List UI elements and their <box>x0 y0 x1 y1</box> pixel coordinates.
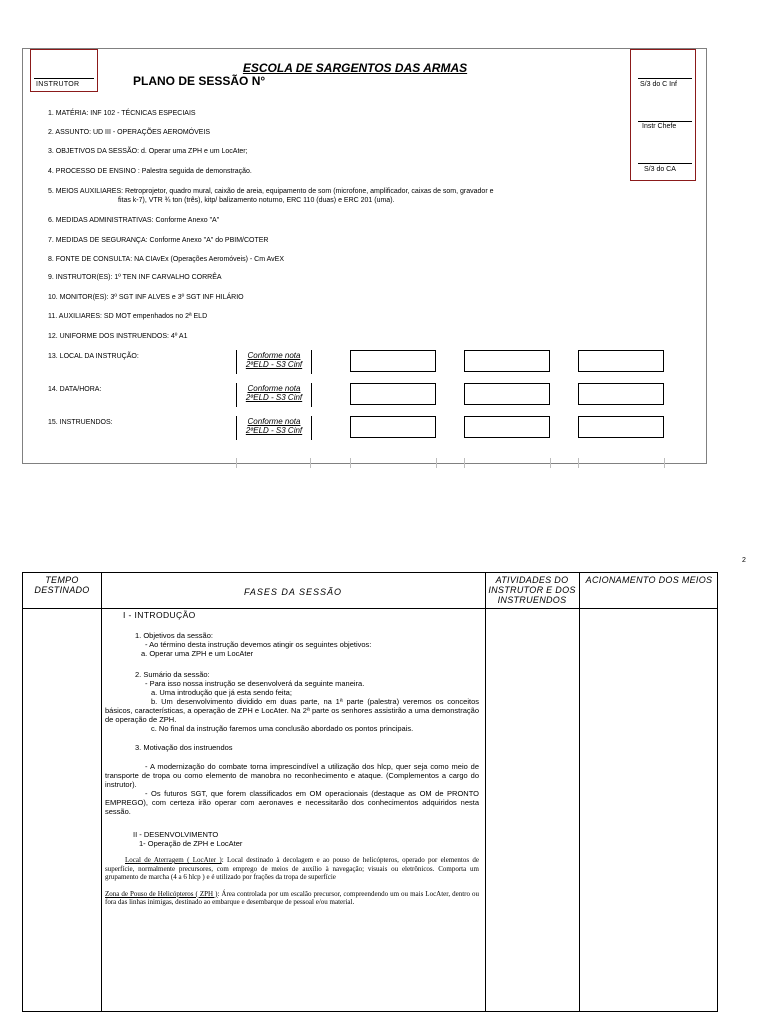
desenvolvimento-heading: II - DESENVOLVIMENTO <box>133 830 219 839</box>
instruendos-conforme-line1: Conforme nota <box>247 417 301 426</box>
item-fonte: 8. FONTE DE CONSULTA: NA CIAvEx (Operações Aeromóveis) - Cm AvEX <box>48 256 284 263</box>
data-blank-box-2 <box>464 383 550 405</box>
item-instrutor: 9. INSTRUTOR(ES): 1º TEN INF CARVALHO CORRÊA <box>48 274 222 281</box>
objetivos-heading: 1. Objetivos da sessão: <box>135 631 213 640</box>
intro-heading: I - INTRODUÇÃO <box>123 610 196 620</box>
instruendos-blank-box-1 <box>350 416 436 438</box>
row-data-label: 14. DATA/HORA: <box>48 386 102 393</box>
local-conforme-cell <box>236 350 312 374</box>
motivacao-para1: - A modernização do combate torna imprescindível a utilização dos hlcp, quer seja como meio de transporte de tropa ou como elemento de manobra no reconhecimento e ataque. (Complementos a cargo do instrutor). <box>105 762 479 789</box>
objetivos-line2: a. Operar uma ZPH e um LocAter <box>141 649 254 658</box>
tick-mark <box>236 458 237 468</box>
header-tempo: TEMPO DESTINADO <box>34 575 90 595</box>
approval-label-mid: Instr Chefe <box>642 123 677 130</box>
item-uniforme: 12. UNIFORME DOS INSTRUENDOS: 4º A1 <box>48 333 188 340</box>
header-atividades: ATIVIDADES DO INSTRUTOR E DOS INSTRUENDOS <box>488 575 576 605</box>
approval-label-top: S/3 do C Inf <box>640 81 677 88</box>
approval-label-bottom: S/3 do CA <box>644 166 676 173</box>
item-materia: 1. MATÉRIA: INF 102 - TÉCNICAS ESPECIAIS <box>48 110 196 117</box>
local-conforme-line1: Conforme nota <box>247 351 301 360</box>
instruendos-conforme-cell <box>236 416 312 440</box>
zph-term: Zona de Pouso de Helicópteros ( ZPH ) <box>105 889 218 898</box>
locater-definition <box>105 856 479 882</box>
local-blank-box-3 <box>578 350 664 372</box>
fases-content <box>105 610 479 907</box>
motivacao-para2: - Os futuros SGT, que forem classificados em OM operacionais (destaque as OM de PRONTO EMPREGO), com certeza irão operar com aeronaves e necessitarão dos conhecimentos adquiridos nesta sessão. <box>105 789 479 816</box>
data-conforme-line1: Conforme nota <box>247 384 301 393</box>
page-number: 2 <box>742 557 746 564</box>
data-conforme-line2: 2ªELD - S3 Cinf <box>245 393 303 402</box>
tick-mark <box>310 458 311 468</box>
tick-mark <box>350 458 351 468</box>
col-divider <box>579 573 580 1011</box>
sumario-line2: a. Uma introdução que já esta sendo feita; <box>151 688 292 697</box>
zph-definition <box>105 890 479 907</box>
sumario-line1: - Para isso nossa instrução se desenvolverá da seguinte maneira. <box>145 679 365 688</box>
item-processo: 4. PROCESSO DE ENSINO : Palestra seguida de demonstração. <box>48 168 252 175</box>
approval-line-bottom <box>638 163 692 164</box>
data-blank-box-3 <box>578 383 664 405</box>
item-assunto: 2. ASSUNTO: UD III - OPERAÇÕES AEROMÓVEIS <box>48 129 211 136</box>
item-medidas-adm: 6. MEDIDAS ADMINISTRATIVAS: Conforme Anexo "A" <box>48 217 220 224</box>
zph-text: : Área controlada por um escalão precursor, compreendendo um ou mais LocAter, dentro ou fora das linhas inimigas, destinado ao embarque e desembarque de pessoal e/ou material. <box>105 889 479 906</box>
item-medidas-seg: 7. MEDIDAS DE SEGURANÇA: Conforme Anexo "A" do PBIM/COTER <box>48 237 269 244</box>
tick-mark <box>578 458 579 468</box>
header-fases: FASES DA SESSÃO <box>243 587 343 597</box>
item-monitor: 10. MONITOR(ES): 3º SGT INF ALVES e 3º SGT INF HILÁRIO <box>48 294 244 301</box>
school-title: ESCOLA DE SARGENTOS DAS ARMAS <box>242 61 468 75</box>
row-instruendos-label: 15. INSTRUENDOS: <box>48 419 113 426</box>
desenvolvimento-sub: 1- Operação de ZPH e LocAter <box>139 839 243 848</box>
motivacao-heading: 3. Motivação dos instruendos <box>135 743 233 752</box>
sumario-heading: 2. Sumário da sessão: <box>135 670 210 679</box>
item-objetivos: 3. OBJETIVOS DA SESSÃO: d. Operar uma ZPH e um LocAter; <box>48 148 248 155</box>
row-local-label: 13. LOCAL DA INSTRUÇÃO: <box>48 353 139 360</box>
local-blank-box-1 <box>350 350 436 372</box>
local-blank-box-2 <box>464 350 550 372</box>
approval-signature-box <box>630 49 696 181</box>
instruendos-conforme-line2: 2ªELD - S3 Cinf <box>245 426 303 435</box>
instruendos-blank-box-2 <box>464 416 550 438</box>
col-divider <box>485 573 486 1011</box>
data-conforme-cell <box>236 383 312 407</box>
instructor-label: INSTRUTOR <box>36 81 80 88</box>
approval-line-top <box>638 78 692 79</box>
tick-mark <box>664 458 665 468</box>
session-phases-table <box>22 572 718 1012</box>
local-conforme-line2: 2ªELD - S3 Cinf <box>245 360 303 369</box>
item-meios-line1: 5. MEIOS AUXILIARES: Retroprojetor, quadro mural, caixão de areia, equipamento de som (microfone, amplificador, caixas de som, gravador e <box>48 188 494 195</box>
locater-term: Local de Aterragem ( LocAter ) <box>125 856 222 864</box>
sumario-line4: c. No final da instrução faremos uma conclusão abordado os pontos principais. <box>151 724 414 733</box>
header-divider <box>23 608 717 609</box>
tick-mark <box>464 458 465 468</box>
item-meios-line2: fitas k-7), VTR ¾ ton (três), kitp/ balizamento noturno, ERC 110 (duas) e ERC 201 (uma). <box>118 197 395 204</box>
header-acionamento: ACIONAMENTO DOS MEIOS <box>585 575 713 585</box>
tick-mark <box>436 458 437 468</box>
data-blank-box-1 <box>350 383 436 405</box>
locater-text: : Local destinado à decolagem e ao pouso de helicópteros, operado por elementos de superfície, normalmente precursores, com emprego de meios de auxílio à navegação; visuais ou eletrônicos. Comporta um grupamento de marcha (4 a 6 hlcp ) e é utilizado por frações da tropa de superfície <box>105 856 479 881</box>
sumario-line3: b. Um desenvolvimento dividido em duas parte, na 1ª parte (palestra) veremos os conceitos básicos, características, a operação de ZPH e LocAter. Na 2ª parte os senhores assistirão a uma demonstração de operação de ZPH. <box>105 697 479 724</box>
instruendos-blank-box-3 <box>578 416 664 438</box>
tick-mark <box>550 458 551 468</box>
plan-title: PLANO DE SESSÃO N° <box>133 74 266 88</box>
objetivos-line1: - Ao término desta instrução devemos atingir os seguintes objetivos: <box>145 640 372 649</box>
col-divider <box>101 573 102 1011</box>
instructor-signature-line <box>34 78 94 79</box>
item-auxiliares: 11. AUXILIARES: SD MOT empenhados no 2ª ELD <box>48 313 208 320</box>
